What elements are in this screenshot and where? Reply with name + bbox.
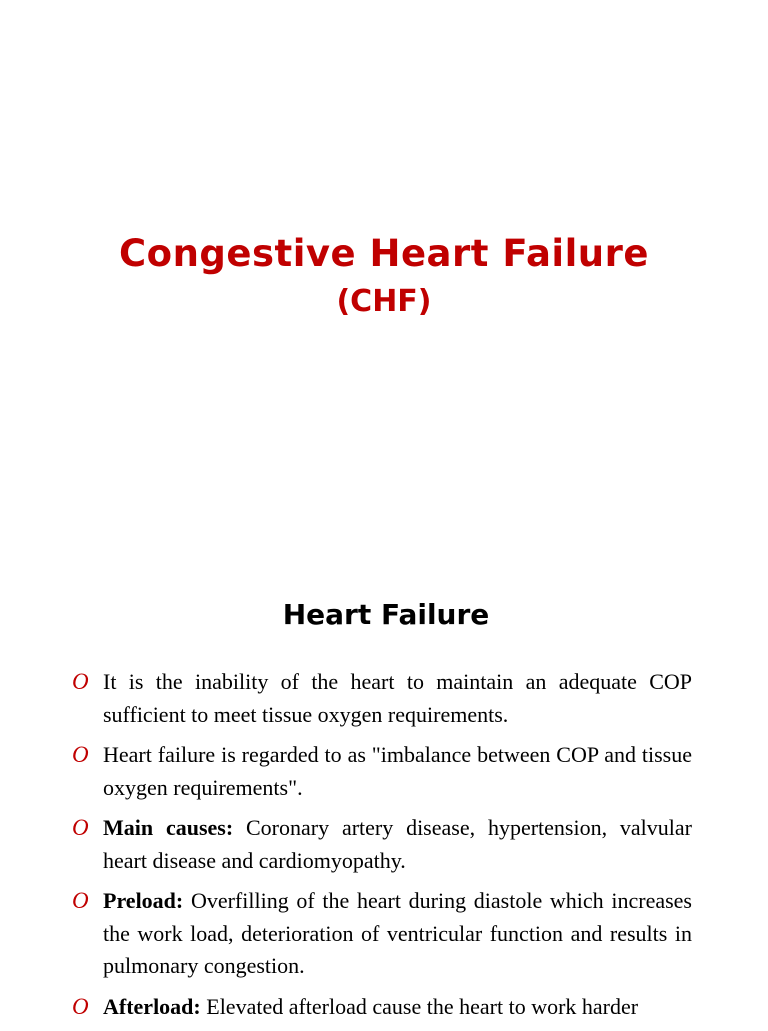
content-slide (0, 575, 768, 1024)
slide-subtitle: (CHF) (336, 284, 432, 319)
bullet-marker-icon: O (72, 815, 89, 840)
bullet-text: Elevated afterload cause the heart to work harder (200, 993, 639, 1019)
bullet-marker-icon: O (72, 669, 89, 694)
bullet-item (72, 739, 692, 804)
bullet-label: Main causes: (103, 815, 234, 840)
bullet-item (72, 666, 692, 731)
bullet-marker-icon: O (72, 742, 89, 767)
bullet-marker-icon: O (72, 888, 89, 913)
slide-heading: Heart Failure (282, 598, 490, 631)
bullet-text: Heart failure is regarded to as "imbalance between COP and tissue oxygen requirements". (103, 742, 692, 800)
bullet-item (72, 812, 692, 877)
bullet-text: It is the inability of the heart to maintain an adequate COP sufficient to meet tissue oxygen requirements. (103, 669, 692, 727)
bullet-label: Afterload: (103, 993, 201, 1019)
slide-title: Congestive Heart Failure (119, 232, 649, 275)
bullet-label: Preload: (103, 888, 184, 913)
bullet-item (72, 991, 692, 1024)
bullet-item (72, 885, 692, 983)
bullet-text: Overfilling of the heart during diastole which increases the work load, deterioration of ventricular function and results in pulmonary congestion. (103, 888, 692, 978)
bullet-list (72, 666, 692, 1031)
bullet-text: Coronary artery disease, hypertension, valvular heart disease and cardiomyopathy. (103, 815, 693, 873)
bullet-marker-icon: O (72, 993, 89, 1019)
